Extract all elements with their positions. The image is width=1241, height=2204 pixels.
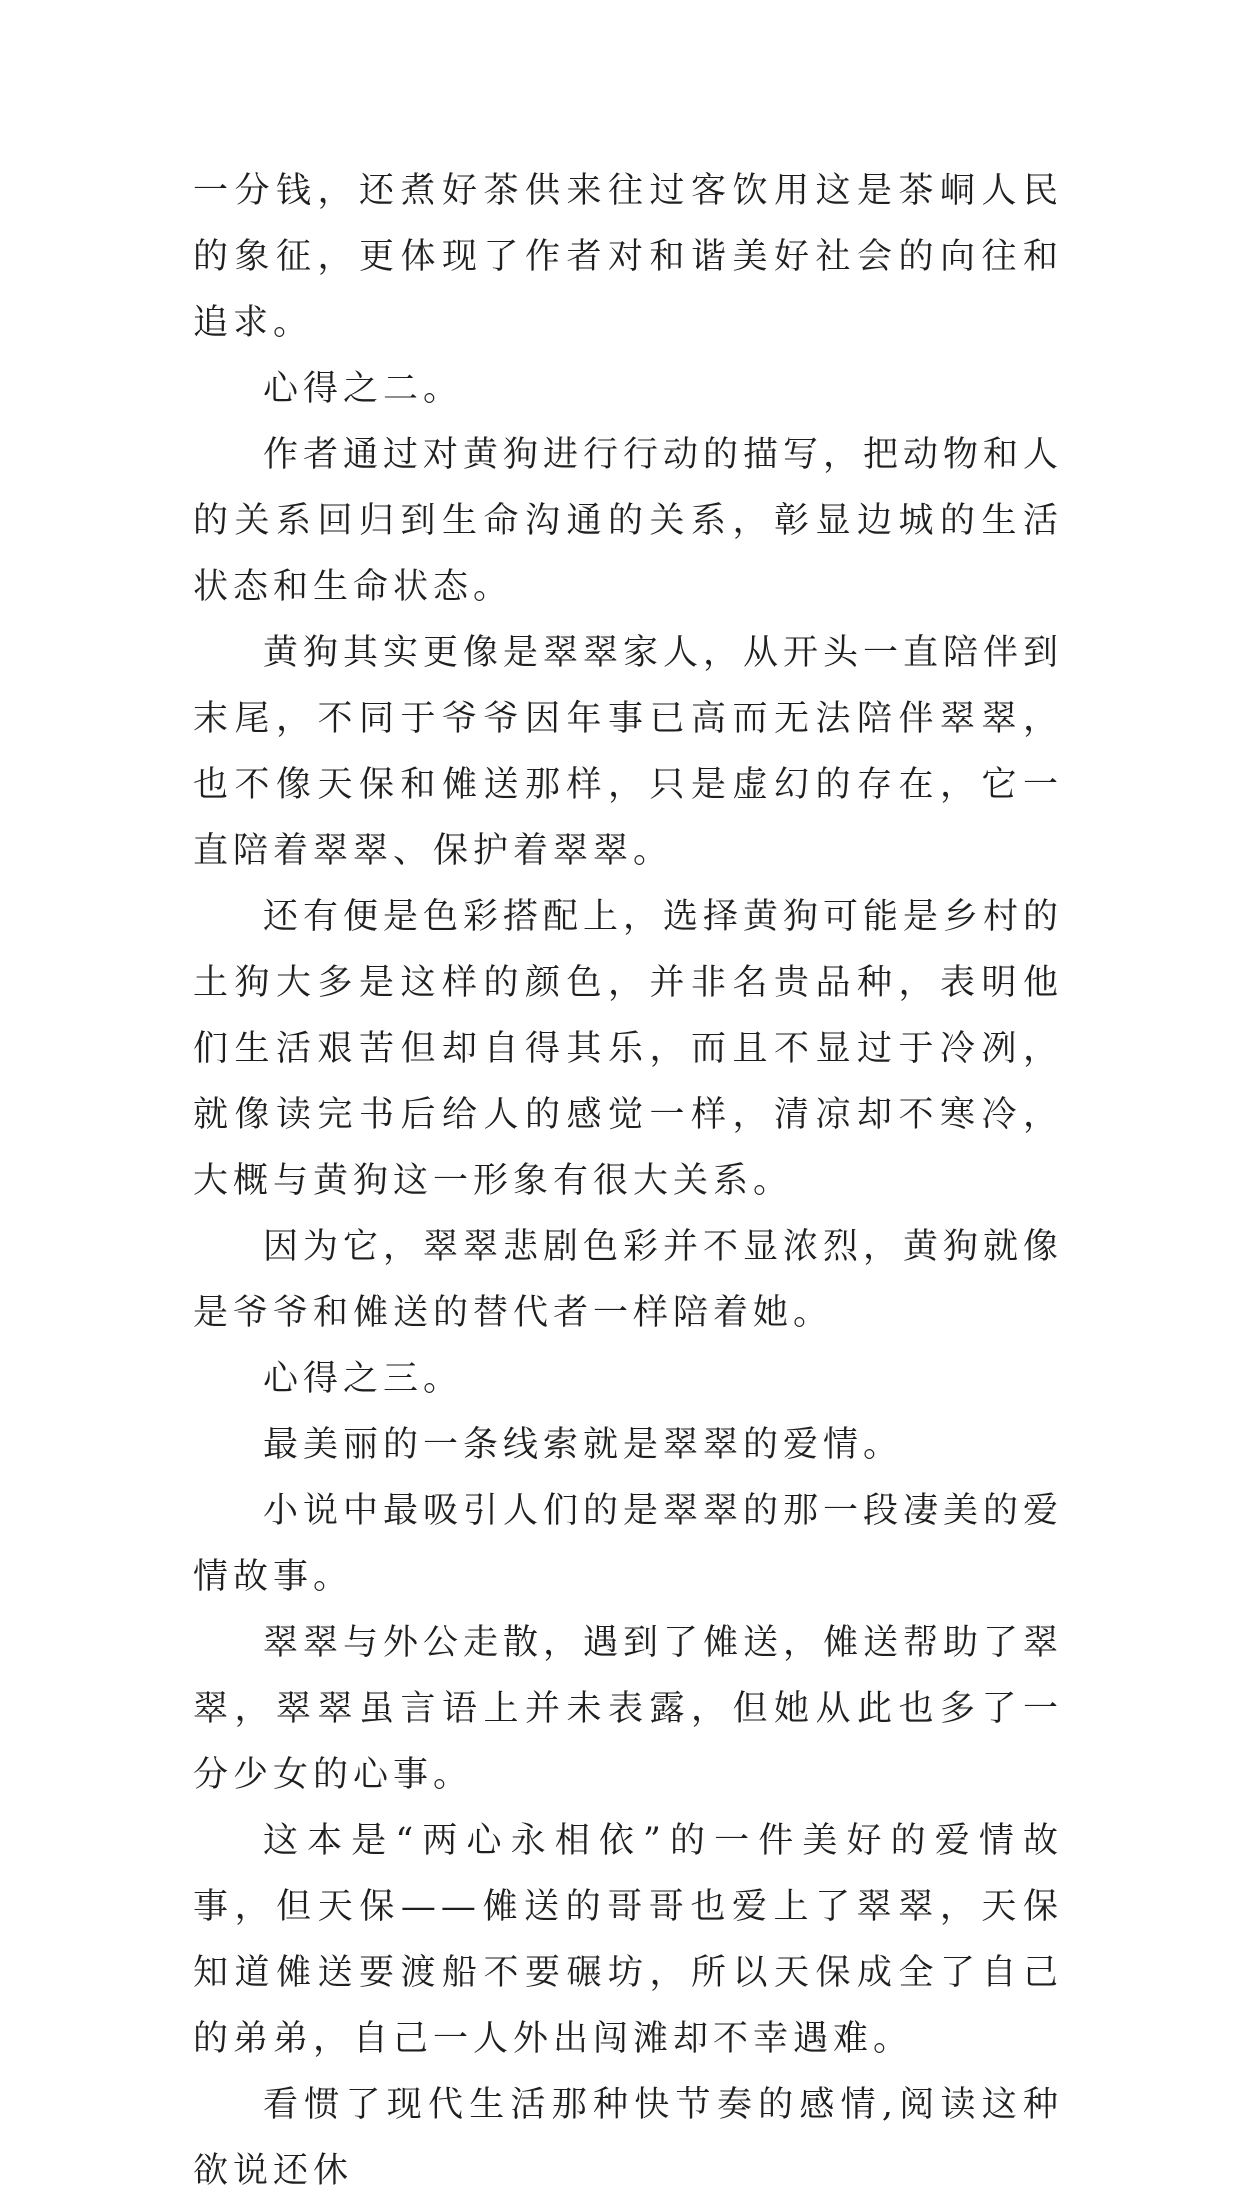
section-heading: 心得之二。: [263, 369, 464, 409]
paragraph: 小说中最吸引人们的是翠翠的那一段凄美的爱情故事。: [193, 1491, 1064, 1597]
paragraph: 因为它，翠翠悲剧色彩并不显浓烈，黄狗就像是爷爷和傩送的替代者一样陪着她。: [193, 1227, 1064, 1333]
paragraph: 最美丽的一条线索就是翠翠的爱情。: [263, 1425, 904, 1465]
paragraph: 一分钱，还煮好茶供来往过客饮用这是茶峒人民的象征，更体现了作者对和谐美好社会的向往和追求。: [193, 171, 1063, 343]
body-text: [193, 158, 1063, 2204]
section-heading: 心得之三。: [263, 1359, 464, 1399]
paragraph: 翠翠与外公走散，遇到了傩送，傩送帮助了翠翠，翠翠虽言语上并未表露，但她从此也多了一分少女的心事。: [193, 1623, 1064, 1795]
paragraph: 黄狗其实更像是翠翠家人，从开头一直陪伴到末尾，不同于爷爷因年事已高而无法陪伴翠翠，也不像天保和傩送那样，只是虚幻的存在，它一直陪着翠翠、保护着翠翠。: [193, 633, 1064, 871]
paragraph: 作者通过对黄狗进行行动的描写，把动物和人的关系回归到生命沟通的关系，彰显边城的生活状态和生命状态。: [193, 435, 1064, 607]
paragraph: 还有便是色彩搭配上，选择黄狗可能是乡村的土狗大多是这样的颜色，并非名贵品种，表明他们生活艰苦但却自得其乐，而且不显过于冷冽，就像读完书后给人的感觉一样，清凉却不寒冷，大概与黄狗这一形象有很大关系。: [193, 897, 1064, 1201]
paragraph: 这本是“两心永相依”的一件美好的爱情故事，但天保——傩送的哥哥也爱上了翠翠，天保知道傩送要渡船不要碾坊，所以天保成全了自己的弟弟，自己一人外出闯滩却不幸遇难。: [193, 1821, 1063, 2059]
paragraph: 看惯了现代生活那种快节奏的感情,阅读这种欲说还休: [193, 2085, 1063, 2191]
